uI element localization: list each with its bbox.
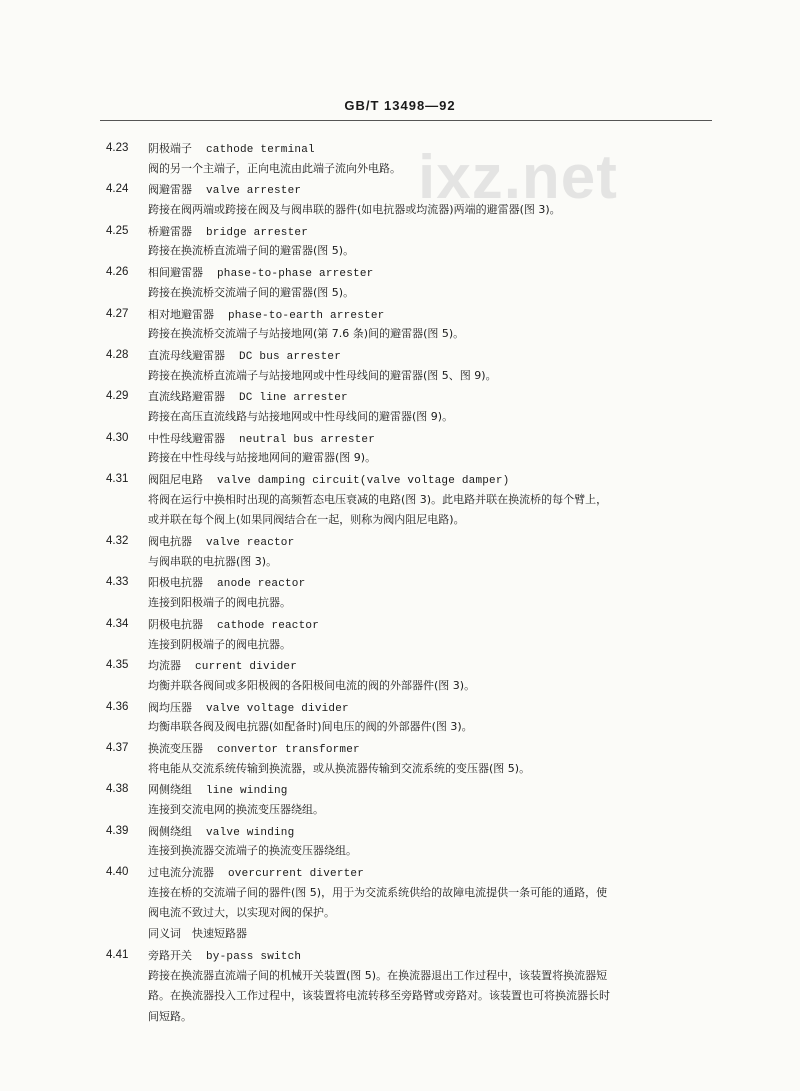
term-english: overcurrent diverter — [228, 868, 365, 881]
term-chinese: 阴极电抗器 — [148, 617, 203, 631]
term-definition-line: 连接在桥的交流端子间的器件(图 5)，用于为交流系统供给的故障电流提供一条可能的通路，使 — [148, 885, 608, 899]
header-rule — [100, 120, 712, 121]
term-chinese: 直流线路避雷器 — [148, 390, 225, 404]
term-entry — [106, 572, 746, 613]
term-heading — [106, 345, 746, 366]
term-chinese: 换流变压器 — [148, 741, 203, 755]
term-number: 4.23 — [106, 142, 129, 154]
term-heading — [106, 945, 746, 966]
term-chinese: 相对地避雷器 — [148, 307, 214, 321]
term-heading — [106, 304, 746, 325]
term-number: 4.34 — [106, 617, 129, 630]
term-entry — [106, 428, 746, 469]
term-english: valve winding — [206, 826, 295, 839]
term-entry — [106, 697, 746, 738]
term-definition-line: 跨接在高压直流线路与站接地网或中性母线间的避雷器(图 9)。 — [148, 409, 454, 423]
term-definition-line: 将电能从交流系统传输到换流器，或从换流器传输到交流系统的变压器(图 5)。 — [148, 761, 531, 775]
term-english: phase-to-phase arrester — [217, 268, 374, 281]
term-english: DC line arrester — [239, 392, 348, 405]
term-definition-line: 或并联在每个阀上(如果同阀结合在一起，则称为阀内阻尼电路)。 — [148, 513, 465, 527]
term-chinese: 阴极端子 — [148, 142, 192, 155]
term-number: 4.39 — [106, 824, 129, 837]
term-definition-line: 均衡并联各阀间或多阳极阀的各阳极间电流的阀的外部器件(图 3)。 — [148, 678, 476, 692]
term-heading — [106, 179, 746, 200]
watermark: ixz.net — [418, 143, 618, 212]
term-heading — [106, 862, 746, 883]
term-number: 4.24 — [106, 183, 129, 196]
term-number: 4.33 — [106, 576, 129, 589]
term-entry — [106, 862, 746, 945]
standard-number: GB/T 13498—92 — [344, 98, 456, 113]
term-entry — [106, 531, 746, 572]
term-heading — [106, 779, 746, 800]
term-english: bridge arrester — [206, 226, 309, 239]
term-heading — [106, 386, 746, 407]
term-chinese: 中性母线避雷器 — [148, 431, 225, 445]
term-definition-line: 同义词 快速短路器 — [148, 927, 247, 941]
term-definition-line: 跨接在换流桥直流端子与站接地网或中性母线间的避雷器(图 5、图 9)。 — [148, 368, 497, 382]
term-entry — [106, 655, 746, 696]
term-chinese: 过电流分流器 — [148, 866, 214, 880]
term-definition-line: 连接到阳极端子的阀电抗器。 — [148, 596, 291, 610]
term-entry — [106, 179, 746, 220]
term-number: 4.41 — [106, 948, 129, 961]
term-number: 4.29 — [106, 390, 129, 403]
term-english: current divider — [195, 661, 298, 674]
term-definition-line: 与阀串联的电抗器(图 3)。 — [148, 554, 278, 568]
term-definition-line: 阀电流不致过大，以实现对阀的保护。 — [148, 906, 335, 920]
term-definition-line: 间短路。 — [148, 1009, 192, 1023]
term-entry — [106, 304, 746, 345]
term-number: 4.37 — [106, 741, 129, 754]
term-heading — [106, 572, 746, 593]
term-chinese: 阀阻尼电路 — [148, 473, 203, 486]
term-english: phase-to-earth arrester — [228, 309, 385, 322]
term-chinese: 相间避雷器 — [148, 266, 203, 280]
term-number: 4.25 — [106, 224, 129, 237]
term-chinese: 桥避雷器 — [148, 224, 192, 238]
term-chinese: 直流母线避雷器 — [148, 348, 225, 362]
term-entry — [106, 469, 746, 531]
term-heading — [106, 262, 746, 283]
term-chinese: 阳极电抗器 — [148, 576, 203, 590]
term-heading — [106, 138, 746, 159]
term-number: 4.31 — [106, 473, 129, 485]
term-heading — [106, 428, 746, 449]
term-english: cathode terminal — [206, 144, 315, 156]
term-english: DC bus arrester — [239, 350, 342, 363]
term-number: 4.26 — [106, 266, 129, 279]
term-number: 4.30 — [106, 431, 129, 444]
term-entry — [106, 821, 746, 862]
term-chinese: 阀侧绕组 — [148, 824, 192, 838]
term-definition-line: 连接到阴极端子的阀电抗器。 — [148, 637, 291, 651]
term-number: 4.27 — [106, 307, 129, 320]
term-definition-line: 均衡串联各阀及阀电抗器(如配备时)间电压的阀的外部器件(图 3)。 — [148, 720, 473, 734]
term-entry — [106, 221, 746, 262]
term-number: 4.38 — [106, 783, 129, 796]
term-entry — [106, 386, 746, 427]
term-english: valve reactor — [206, 537, 295, 550]
term-english: anode reactor — [217, 578, 306, 591]
term-chinese: 旁路开关 — [148, 948, 192, 962]
term-english: valve arrester — [206, 185, 302, 198]
term-entry — [106, 738, 746, 779]
term-heading — [106, 821, 746, 842]
term-definition-line: 路。在换流器投入工作过程中，该装置将电流转移至旁路臂或旁路对。该装置也可将换流器长时 — [148, 989, 610, 1003]
term-definition-line: 跨接在换流桥直流端子间的避雷器(图 5)。 — [148, 244, 355, 258]
term-heading — [106, 469, 746, 490]
term-definition-line: 将阀在运行中换相时出现的高频暂态电压衰减的电路(图 3)。此电路并联在换流桥的每个臂上， — [148, 492, 608, 506]
term-english: convertor transformer — [217, 743, 360, 756]
term-definition-line: 跨接在中性母线与站接地网间的避雷器(图 9)。 — [148, 451, 377, 465]
term-heading — [106, 697, 746, 718]
term-entry — [106, 614, 746, 655]
term-number: 4.40 — [106, 866, 129, 879]
term-entry — [106, 779, 746, 820]
page-header — [0, 98, 800, 113]
term-english: valve damping circuit(valve voltage damper) — [217, 475, 510, 487]
term-number: 4.28 — [106, 348, 129, 361]
term-number: 4.36 — [106, 700, 129, 713]
term-number: 4.35 — [106, 659, 129, 672]
term-definition-line: 跨接在换流桥交流端子与站接地网(第 7.6 条)间的避雷器(图 5)。 — [148, 327, 465, 341]
term-number: 4.32 — [106, 535, 129, 548]
term-chinese: 阀均压器 — [148, 700, 192, 714]
term-heading — [106, 738, 746, 759]
term-definition-line: 跨接在换流桥交流端子间的避雷器(图 5)。 — [148, 285, 355, 299]
term-chinese: 阀避雷器 — [148, 183, 192, 197]
term-definition-line: 连接到交流电网的换流变压器绕组。 — [148, 803, 324, 816]
term-definition-line: 跨接在换流器直流端子间的机械开关装置(图 5)。在换流器退出工作过程中，该装置将换流器短 — [148, 968, 608, 982]
term-chinese: 网侧绕组 — [148, 783, 192, 797]
term-definition-line: 连接到换流器交流端子的换流变压器绕组。 — [148, 844, 357, 858]
term-list — [106, 138, 746, 1028]
term-entry — [106, 945, 746, 1028]
term-entry — [106, 138, 746, 179]
term-heading — [106, 531, 746, 552]
term-heading — [106, 221, 746, 242]
term-english: valve voltage divider — [206, 702, 349, 715]
term-entry — [106, 262, 746, 303]
term-chinese: 均流器 — [148, 659, 181, 673]
term-english: cathode reactor — [217, 619, 320, 632]
term-chinese: 阀电抗器 — [148, 535, 192, 549]
term-heading — [106, 655, 746, 676]
term-definition-line: 阀的另一个主端子，正向电流由此端子流向外电路。 — [148, 161, 401, 175]
term-heading — [106, 614, 746, 635]
term-english: neutral bus arrester — [239, 433, 376, 446]
term-entry — [106, 345, 746, 386]
term-english: by-pass switch — [206, 950, 302, 963]
term-english: line winding — [206, 785, 288, 798]
term-definition-line: 跨接在阀两端或跨接在阀及与阀串联的器件(如电抗器或均流器)两端的避雷器(图 3)。 — [148, 203, 561, 217]
